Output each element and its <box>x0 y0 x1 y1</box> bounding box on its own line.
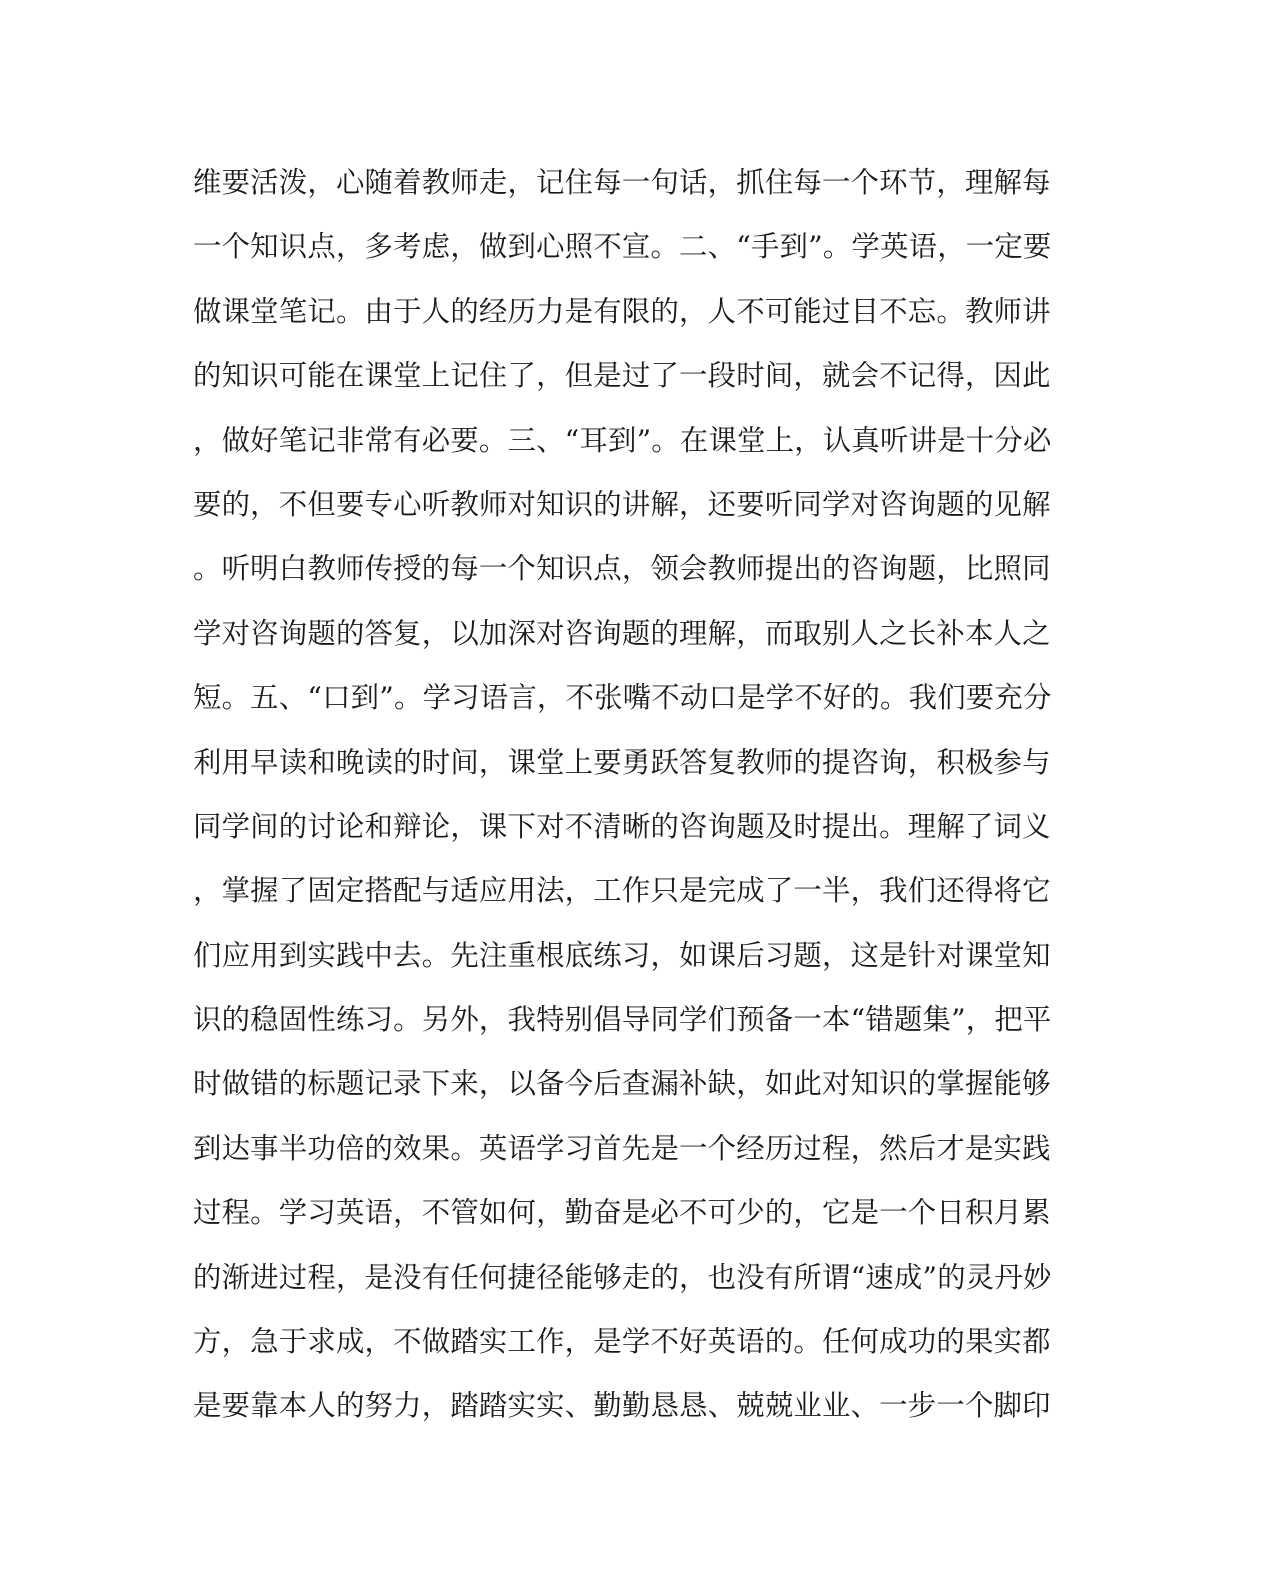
text-line: 一个知识点，多考虑，做到心照不宣。二、“手到”。学英语，一定要 <box>193 230 1052 264</box>
text-line: 同学间的讨论和辩论，课下对不清晰的咨询题及时提出。理解了词义 <box>193 809 1051 843</box>
text-line: 学对咨询题的答复，以加深对咨询题的理解，而取别人之长补本人之 <box>193 616 1051 650</box>
text-line: 是要靠本人的努力，踏踏实实、勤勤恳恳、兢兢业业、一步一个脚印 <box>193 1389 1051 1423</box>
text-line: ，掌握了固定搭配与适应用法，工作只是完成了一半，我们还得将它 <box>193 874 1051 908</box>
text-line: 短。五、“口到”。学习语言，不张嘴不动口是学不好的。我们要充分 <box>193 681 1052 715</box>
text-line: 识的稳固性练习。另外，我特别倡导同学们预备一本“错题集”，把平 <box>193 1003 1052 1037</box>
text-line: 们应用到实践中去。先注重根底练习，如课后习题，这是针对课堂知 <box>193 938 1051 972</box>
text-line: 过程。学习英语，不管如何，勤奋是必不可少的，它是一个日积月累 <box>193 1196 1051 1230</box>
text-line: 。听明白教师传授的每一个知识点，领会教师提出的咨询题，比照同 <box>193 552 1051 586</box>
text-line: 方，急于求成，不做踏实工作，是学不好英语的。任何成功的果实都 <box>193 1325 1051 1359</box>
text-line: 维要活泼，心随着教师走，记住每一句话，抓住每一个环节，理解每 <box>193 166 1051 199</box>
body-text <box>193 157 1063 1445</box>
text-line: 的渐进过程，是没有任何捷径能够走的，也没有所谓“速成”的灵丹妙 <box>193 1260 1052 1294</box>
text-line: 利用早读和晚读的时间，课堂上要勇跃答复教师的提咨询，积极参与 <box>193 745 1051 779</box>
text-line: ，做好笔记非常有必要。三、“耳到”。在课堂上，认真听讲是十分必 <box>193 423 1052 457</box>
text-line: 做课堂笔记。由于人的经历力是有限的，人不可能过目不忘。教师讲 <box>193 294 1051 328</box>
text-line: 的知识可能在课堂上记住了，但是过了一段时间，就会不记得，因此 <box>193 359 1051 393</box>
text-line: 要的，不但要专心听教师对知识的讲解，还要听同学对咨询题的见解 <box>193 487 1051 521</box>
text-line: 时做错的标题记录下来，以备今后查漏补缺，如此对知识的掌握能够 <box>193 1067 1051 1101</box>
text-line: 到达事半功倍的效果。英语学习首先是一个经历过程，然后才是实践 <box>193 1131 1051 1165</box>
